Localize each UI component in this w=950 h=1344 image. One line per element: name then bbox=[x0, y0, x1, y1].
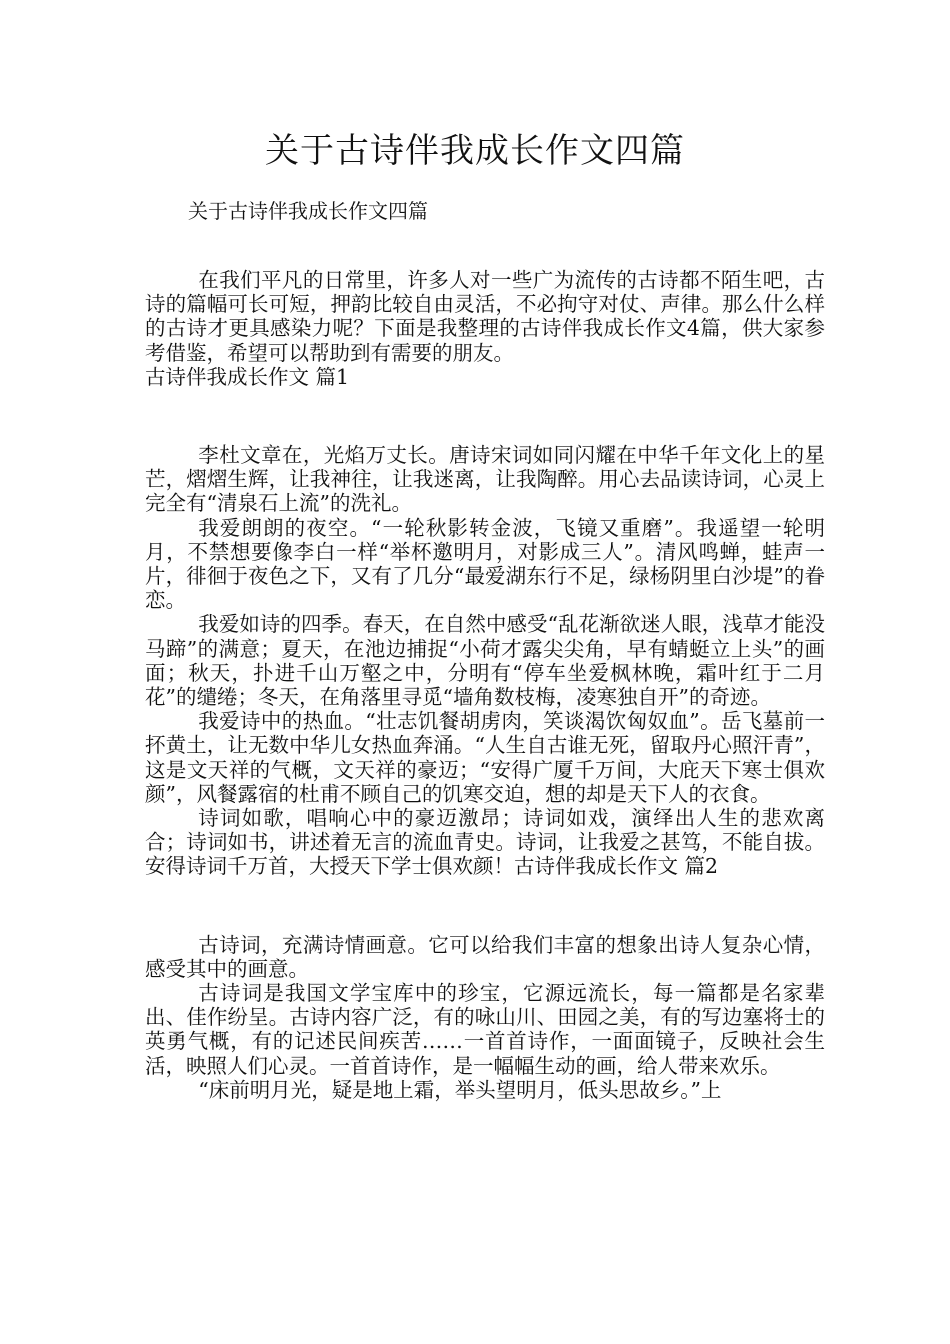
section2-paragraph: “床前明月光，疑是地上霜，举头望明月，低头思故乡。”上 bbox=[198, 1077, 722, 1102]
section-gap bbox=[145, 879, 825, 933]
document-subtitle: 关于古诗伴我成长作文四篇 bbox=[188, 199, 428, 223]
document-body bbox=[145, 268, 825, 1102]
section1-paragraph: 我爱如诗的四季。春天，在自然中感受“乱花渐欲迷人眼，浅草才能没马蹄”的满意；夏天，在池边捕捉“小荷才露尖尖角，早有蜻蜓立上头”的画面；秋天，扑进千山万壑之中，分明有“停车坐爱枫林晚，霜叶红于二月花”的缱绻；冬天，在角落里寻觅“墙角数枝梅，凌寒独自开”的奇迹。 bbox=[145, 612, 825, 710]
section1-paragraph: 诗词如歌，唱响心中的豪迈激昂；诗词如戏，演绎出人生的悲欢离合；诗词如书，讲述着无言的流血青史。诗词，让我爱之甚笃，不能自拔。安得诗词千万首，大授天下学士俱欢颜！古诗伴我成长作文 篇2 bbox=[145, 806, 825, 879]
section2-paragraph: 古诗词，充满诗情画意。它可以给我们丰富的想象出诗人复杂心情，感受其中的画意。 bbox=[145, 932, 825, 981]
document-title: 关于古诗伴我成长作文四篇 bbox=[265, 131, 685, 171]
section1-paragraph: 李杜文章在，光焰万丈长。唐诗宋词如同闪耀在中华千年文化上的星芒，熠熠生辉，让我神往，让我迷离，让我陶醉。用心去品读诗词，心灵上完全有“清泉石上流”的洗礼。 bbox=[145, 443, 825, 516]
section2-heading: 古诗伴我成长作文 篇2 bbox=[514, 854, 719, 879]
intro-paragraph: 在我们平凡的日常里，许多人对一些广为流传的古诗都不陌生吧，古诗的篇幅可长可短，押韵比较自由灵活，不必拘守对仗、声律。那么什么样的古诗才更具感染力呢？下面是我整理的古诗伴我成长作文4篇，供大家参考借鉴，希望可以帮助到有需要的朋友。 古诗伴我成长作文 篇1 bbox=[145, 268, 825, 389]
section2-paragraph: 古诗词是我国文学宝库中的珍宝，它源远流长，每一篇都是名家辈出、佳作纷呈。古诗内容广泛，有的咏山川、田园之美，有的写边塞将士的英勇气概，有的记述民间疾苦……一首首诗作，一面面镜子，反映社会生活，映照人们心灵。一首首诗作，是一幅幅生动的画，给人带来欢乐。 bbox=[145, 981, 825, 1078]
section1-heading: 古诗伴我成长作文 篇1 bbox=[145, 364, 350, 389]
section1-paragraph: 我爱朗朗的夜空。“一轮秋影转金波，飞镜又重磨”。我遥望一轮明月，不禁想要像李白一样“举杯邀明月，对影成三人”。清风鸣蝉，蛙声一片，徘徊于夜色之下，又有了几分“最爱湖东行不足，绿杨阴里白沙堤”的眷恋。 bbox=[145, 515, 825, 613]
section-gap bbox=[145, 389, 825, 443]
section1-paragraph: 我爱诗中的热血。“壮志饥餐胡虏肉，笑谈渴饮匈奴血”。岳飞墓前一抔黄土，让无数中华儿女热血奔涌。“人生自古谁无死，留取丹心照汗青”，这是文天祥的气概，文天祥的豪迈；“安得广厦千万间，大庇天下寒士俱欢颜”，风餐露宿的杜甫不顾自己的饥寒交迫，想的却是天下人的衣食。 bbox=[145, 709, 825, 806]
